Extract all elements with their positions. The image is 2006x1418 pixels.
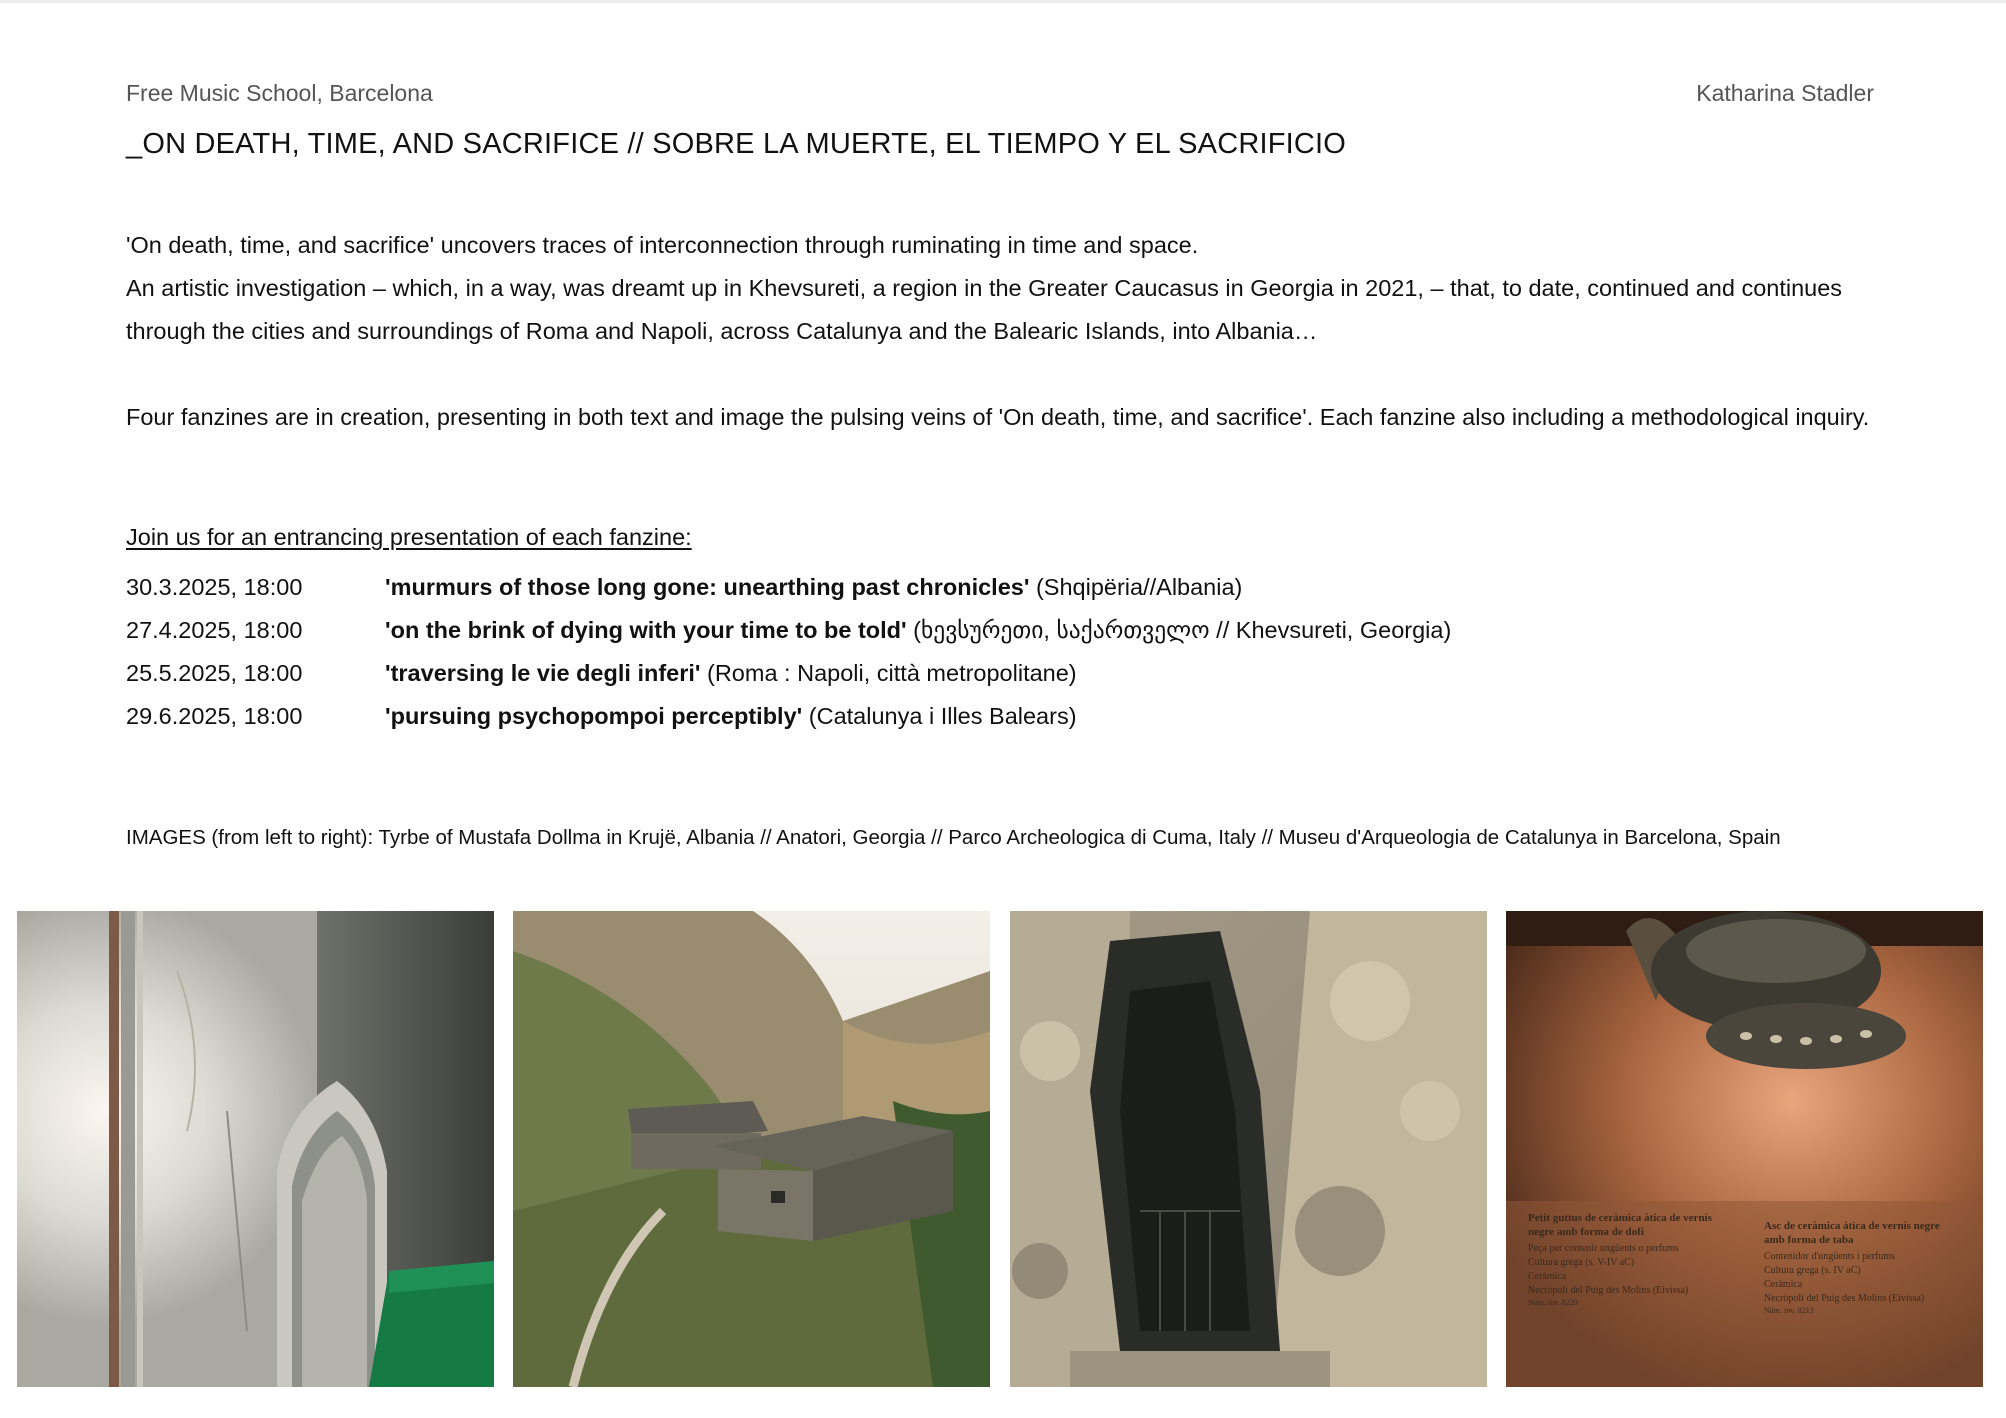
label-right-line: Ceràmica <box>1764 1279 1803 1290</box>
event-description <box>385 695 1077 738</box>
event-title: 'murmurs of those long gone: unearthing past chronicles' <box>385 574 1030 600</box>
event-row <box>126 609 1886 652</box>
event-date: 25.5.2025, 18:00 <box>126 660 303 686</box>
artist-name: Katharina Stadler <box>1696 80 1874 106</box>
images-caption: IMAGES (from left to right): Tyrbe of Mustafa Dollma in Krujë, Albania // Anatori, Georgia // Parco Archeologica di Cuma, Italy // Museu d'Arqueologia de Catalunya in Barcelona, Spain <box>126 826 1781 849</box>
event-place: (ხევსურეთი, საქართველო // Khevsureti, Georgia) <box>906 617 1452 643</box>
event-title: 'pursuing psychopompoi perceptibly' <box>385 703 803 729</box>
event-description <box>385 566 1242 609</box>
intro-line-2: An artistic investigation – which, in a way, was dreamt up in Khevsureti, a region in the Greater Caucasus in Georgia in 2021, – that, to date, continued and continues through the cities and surroundings of Roma and Napoli, across Catalunya and the Balearic Islands, into Albania… <box>126 275 1843 344</box>
top-divider <box>0 0 2006 3</box>
event-date: 27.4.2025, 18:00 <box>126 617 303 643</box>
label-right-line: Cultura grega (s. IV aC) <box>1764 1265 1861 1276</box>
tyrbe-wall-image <box>17 911 494 1387</box>
label-right-line: Necròpoli del Puig des Molins (Eivissa) <box>1764 1293 1925 1304</box>
label-left-line: Peça per contenir ungüents o perfums <box>1528 1243 1679 1254</box>
event-date: 30.3.2025, 18:00 <box>126 574 303 600</box>
cuma-passage-image <box>1010 911 1487 1387</box>
label-left-line: Cultura grega (s. V-IV aC) <box>1528 1257 1635 1268</box>
event-description <box>385 652 1077 695</box>
photo-cuma-italy <box>1010 911 1487 1387</box>
page-title: _ON DEATH, TIME, AND SACRIFICE // SOBRE LA MUERTE, EL TIEMPO Y EL SACRIFICIO <box>126 128 1347 160</box>
photo-museu-arqueologia <box>1506 911 1983 1387</box>
event-place: (Catalunya i Illes Balears) <box>802 703 1077 729</box>
anatori-valley-image <box>513 911 990 1387</box>
label-left-line: Petit guttus de ceràmica àtica de vernís <box>1528 1212 1712 1224</box>
event-row <box>126 566 1886 609</box>
intro-paragraph <box>126 224 1886 353</box>
event-place: (Roma : Napoli, città metropolitane) <box>700 660 1077 686</box>
event-date: 29.6.2025, 18:00 <box>126 703 303 729</box>
label-left-line: Núm. inv. 8220 <box>1528 1298 1578 1307</box>
museum-vessel-image <box>1506 911 1983 1387</box>
schedule-heading: Join us for an entrancing presentation of each fanzine: <box>126 524 692 550</box>
photo-tyrbe-kruje <box>17 911 494 1387</box>
label-right-line: amb forma de taba <box>1764 1234 1854 1246</box>
venue-name: Free Music School, Barcelona <box>126 80 433 106</box>
event-title: 'on the brink of dying with your time to be told' <box>385 617 907 643</box>
event-title: 'traversing le vie degli inferi' <box>385 660 701 686</box>
label-right-line: Contenidor d'ungüents i perfums <box>1764 1251 1895 1262</box>
event-description <box>385 609 1451 652</box>
label-left-line: negre amb forma de dofí <box>1528 1226 1644 1238</box>
event-list <box>126 566 1886 738</box>
intro-line-1: 'On death, time, and sacrifice' uncovers traces of interconnection through ruminating in time and space. <box>126 232 1199 258</box>
event-row <box>126 652 1886 695</box>
photo-anatori-georgia <box>513 911 990 1387</box>
label-left-line: Ceràmica <box>1528 1271 1567 1282</box>
fanzines-paragraph: Four fanzines are in creation, presenting in both text and image the pulsing veins of 'On death, time, and sacrifice'. Each fanzine also including a methodological inquiry. <box>126 404 1870 430</box>
event-place: (Shqipëria//Albania) <box>1029 574 1243 600</box>
event-row <box>126 695 1886 738</box>
label-right-line: Asc de ceràmica àtica de vernís negre <box>1764 1220 1940 1232</box>
label-right-line: Núm. inv. 8213 <box>1764 1306 1814 1315</box>
label-left-line: Necròpoli del Puig des Molins (Eivissa) <box>1528 1285 1689 1296</box>
